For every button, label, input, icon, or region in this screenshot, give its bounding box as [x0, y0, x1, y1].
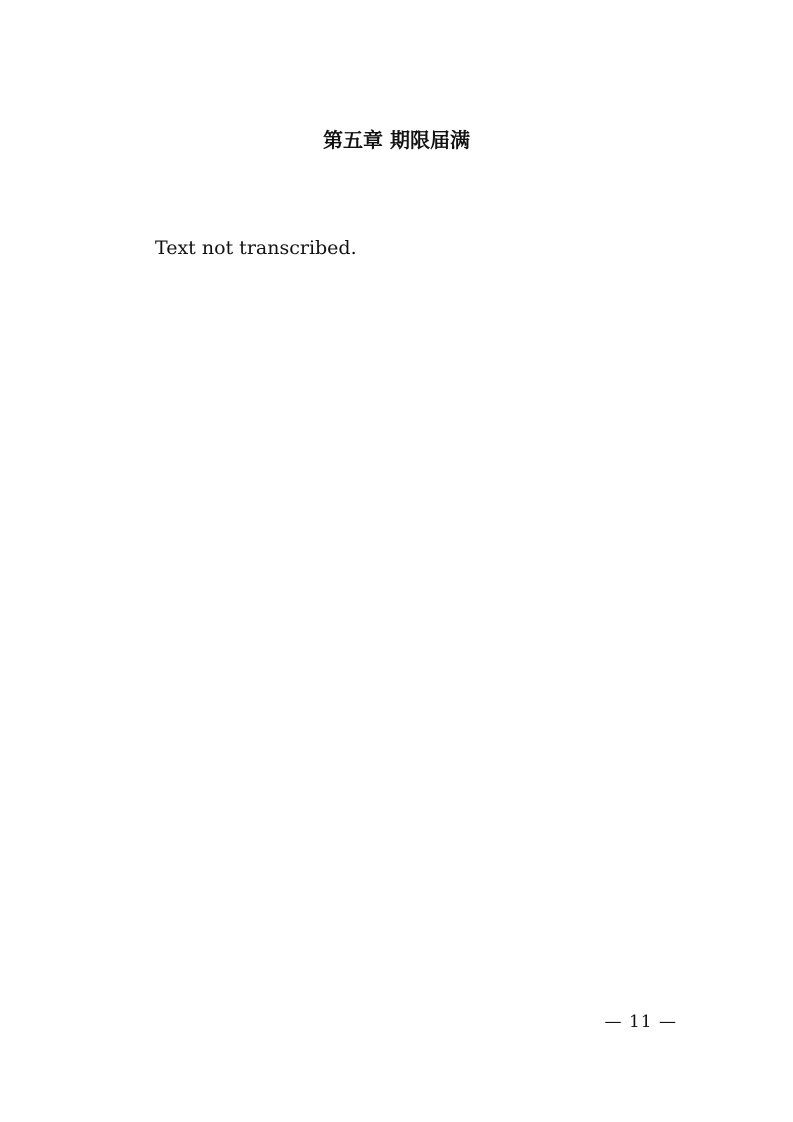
chapter-title: 第五章 期限届满	[323, 128, 470, 152]
body-text	[117, 228, 678, 268]
page-number: — 11 —	[604, 1012, 677, 1032]
transcription-note: Text not transcribed.	[155, 237, 357, 259]
